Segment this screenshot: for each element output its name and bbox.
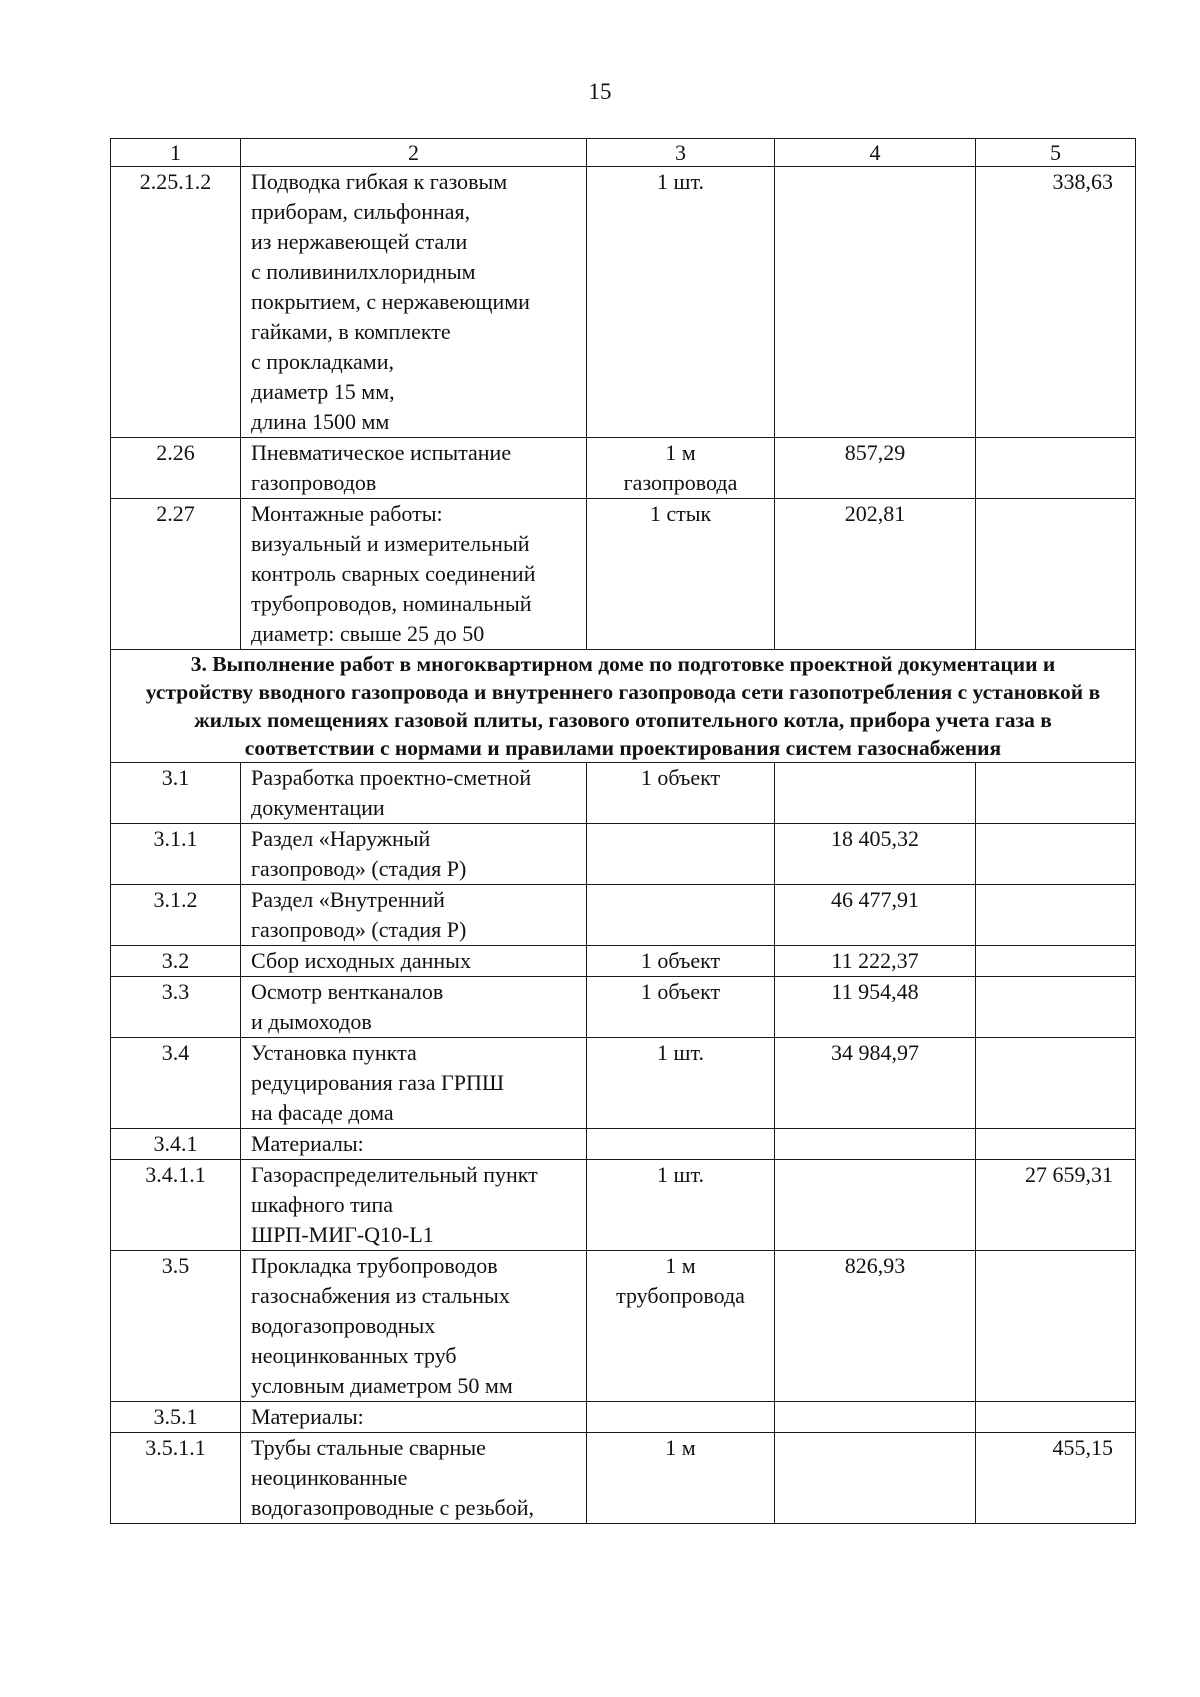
cell-price-work: 18 405,32 bbox=[775, 824, 976, 885]
cell-number: 3.4.1.1 bbox=[111, 1160, 241, 1251]
cell-work-name: Подводка гибкая к газовым приборам, сильфонная, из нержавеющей стали с поливинилхлоридным покрытием, с нержавеющими гайками, в комплекте с прокладками, диаметр 15 мм, длина 1500 мм bbox=[241, 167, 587, 438]
cell-number: 3.5 bbox=[111, 1251, 241, 1402]
header-col-3: 3 bbox=[587, 139, 775, 167]
cell-number: 3.5.1.1 bbox=[111, 1433, 241, 1524]
cell-price-material bbox=[976, 946, 1136, 977]
table-body-part2 bbox=[111, 763, 1136, 1524]
cell-price-work bbox=[775, 763, 976, 824]
table-body-part1 bbox=[111, 167, 1136, 650]
table-row bbox=[111, 946, 1136, 977]
cell-unit: 1 шт. bbox=[587, 167, 775, 438]
cell-work-name: Прокладка трубопроводов газоснабжения из стальных водогазопроводных неоцинкованных труб условным диаметром 50 мм bbox=[241, 1251, 587, 1402]
table-row bbox=[111, 1160, 1136, 1251]
cell-unit: 1 объект bbox=[587, 763, 775, 824]
cell-work-name: Осмотр вентканалов и дымоходов bbox=[241, 977, 587, 1038]
table-row bbox=[111, 1251, 1136, 1402]
cell-unit bbox=[587, 1129, 775, 1160]
cell-price-material bbox=[976, 885, 1136, 946]
header-col-2: 2 bbox=[241, 139, 587, 167]
cell-number: 3.5.1 bbox=[111, 1402, 241, 1433]
cell-unit: 1 шт. bbox=[587, 1038, 775, 1129]
header-row bbox=[111, 139, 1136, 167]
cell-price-material bbox=[976, 499, 1136, 650]
table-row bbox=[111, 1402, 1136, 1433]
header-col-4: 4 bbox=[775, 139, 976, 167]
cell-work-name: Установка пункта редуцирования газа ГРПШ на фасаде дома bbox=[241, 1038, 587, 1129]
cell-price-material bbox=[976, 763, 1136, 824]
cell-number: 3.3 bbox=[111, 977, 241, 1038]
cell-price-material bbox=[976, 824, 1136, 885]
cell-price-material bbox=[976, 438, 1136, 499]
cell-work-name: Пневматическое испытание газопроводов bbox=[241, 438, 587, 499]
cell-unit: 1 стык bbox=[587, 499, 775, 650]
cell-price-work bbox=[775, 1433, 976, 1524]
cell-number: 2.25.1.2 bbox=[111, 167, 241, 438]
table-row bbox=[111, 977, 1136, 1038]
cell-price-work bbox=[775, 1402, 976, 1433]
cell-number: 2.26 bbox=[111, 438, 241, 499]
cell-price-material bbox=[976, 1129, 1136, 1160]
cell-work-name: Газораспределительный пункт шкафного типа ШРП-МИГ-Q10-L1 bbox=[241, 1160, 587, 1251]
cell-work-name: Монтажные работы: визуальный и измерительный контроль сварных соединений трубопроводов, номинальный диаметр: свыше 25 до 50 bbox=[241, 499, 587, 650]
header-col-1: 1 bbox=[111, 139, 241, 167]
section-3-header bbox=[111, 650, 1136, 763]
cell-number: 3.1.1 bbox=[111, 824, 241, 885]
cell-price-material bbox=[976, 1038, 1136, 1129]
cell-unit: 1 м bbox=[587, 1433, 775, 1524]
cell-price-material bbox=[976, 1251, 1136, 1402]
cell-price-work: 46 477,91 bbox=[775, 885, 976, 946]
cell-unit bbox=[587, 885, 775, 946]
cell-unit bbox=[587, 1402, 775, 1433]
cell-number: 3.4.1 bbox=[111, 1129, 241, 1160]
cell-work-name: Раздел «Внутренний газопровод» (стадия Р) bbox=[241, 885, 587, 946]
cell-unit: 1 м трубопровода bbox=[587, 1251, 775, 1402]
cell-unit bbox=[587, 824, 775, 885]
cell-number: 3.1 bbox=[111, 763, 241, 824]
cell-price-material bbox=[976, 1402, 1136, 1433]
cell-price-work bbox=[775, 1129, 976, 1160]
section-3-title: 3. Выполнение работ в многоквартирном доме по подготовке проектной документации и устройству вводного газопровода и внутреннего газопровода сети газопотребления с установкой в жилых помещениях газовой плиты, газового отопительного котла, прибора учета газа в соответствии с нормами и правилами проектирования систем газоснабжения bbox=[111, 650, 1136, 763]
cell-price-work: 857,29 bbox=[775, 438, 976, 499]
section-row bbox=[111, 650, 1136, 763]
cell-price-work: 11 222,37 bbox=[775, 946, 976, 977]
cell-number: 2.27 bbox=[111, 499, 241, 650]
header-col-5: 5 bbox=[976, 139, 1136, 167]
cell-unit: 1 шт. bbox=[587, 1160, 775, 1251]
table-row bbox=[111, 824, 1136, 885]
table-row bbox=[111, 167, 1136, 438]
cell-work-name: Трубы стальные сварные неоцинкованные водогазопроводные с резьбой, bbox=[241, 1433, 587, 1524]
table-row bbox=[111, 1433, 1136, 1524]
cell-number: 3.4 bbox=[111, 1038, 241, 1129]
cell-price-material: 455,15 bbox=[976, 1433, 1136, 1524]
table-row bbox=[111, 1038, 1136, 1129]
cell-price-work bbox=[775, 1160, 976, 1251]
cell-work-name: Материалы: bbox=[241, 1402, 587, 1433]
cell-price-material bbox=[976, 977, 1136, 1038]
cell-price-work: 826,93 bbox=[775, 1251, 976, 1402]
table-row bbox=[111, 438, 1136, 499]
cell-work-name: Сбор исходных данных bbox=[241, 946, 587, 977]
cell-number: 3.1.2 bbox=[111, 885, 241, 946]
cell-work-name: Разработка проектно-сметной документации bbox=[241, 763, 587, 824]
cell-price-material: 27 659,31 bbox=[976, 1160, 1136, 1251]
cell-price-work: 11 954,48 bbox=[775, 977, 976, 1038]
cell-price-material: 338,63 bbox=[976, 167, 1136, 438]
table-header bbox=[111, 139, 1136, 167]
cell-price-work: 34 984,97 bbox=[775, 1038, 976, 1129]
page-number: 15 bbox=[588, 79, 612, 104]
cell-price-work bbox=[775, 167, 976, 438]
cell-unit: 1 объект bbox=[587, 977, 775, 1038]
cell-price-work: 202,81 bbox=[775, 499, 976, 650]
cell-unit: 1 м газопровода bbox=[587, 438, 775, 499]
table-row bbox=[111, 499, 1136, 650]
cell-work-name: Раздел «Наружный газопровод» (стадия Р) bbox=[241, 824, 587, 885]
price-table bbox=[110, 138, 1136, 1524]
cell-number: 3.2 bbox=[111, 946, 241, 977]
table-row bbox=[111, 763, 1136, 824]
cell-unit: 1 объект bbox=[587, 946, 775, 977]
table-row bbox=[111, 885, 1136, 946]
cell-work-name: Материалы: bbox=[241, 1129, 587, 1160]
table-row bbox=[111, 1129, 1136, 1160]
